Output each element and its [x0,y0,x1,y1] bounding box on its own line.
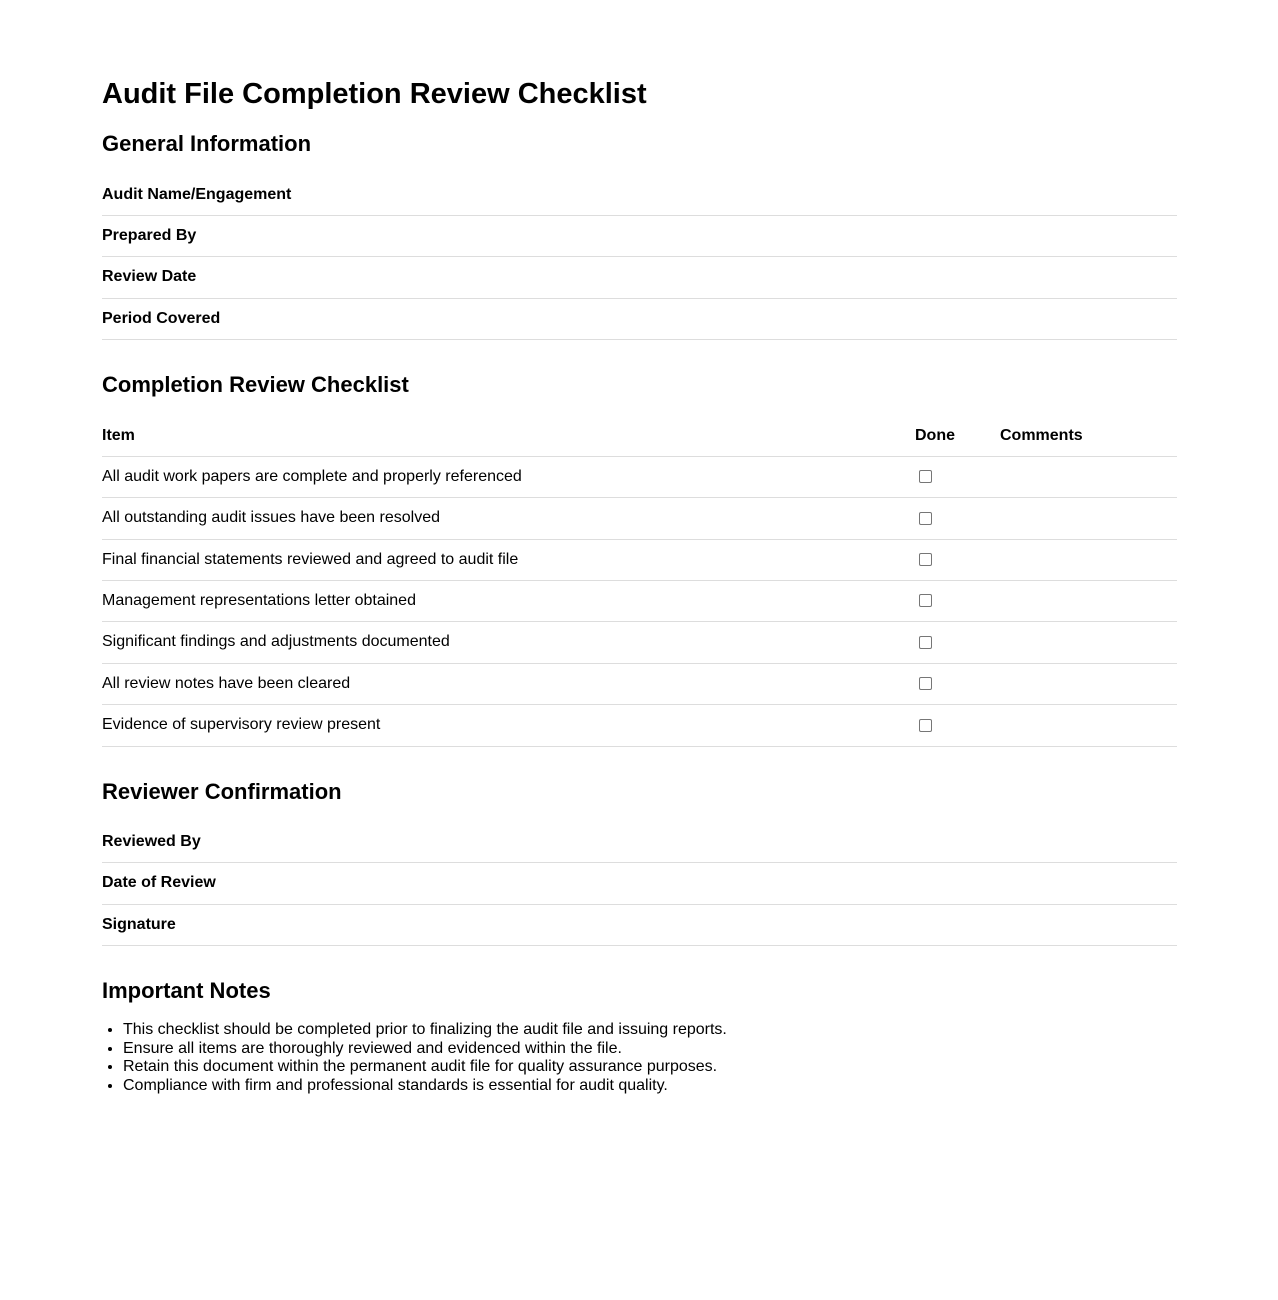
note-item: • Ensure all items are thoroughly reviewed and evidenced within the file. [123,1040,1177,1058]
comments-cell [1000,498,1177,539]
field-label-signature: Signature [102,904,532,945]
checklist-item-label: All audit work papers are complete and properly referenced [102,456,915,497]
table-row [102,539,1177,580]
general-information-table [102,175,1177,341]
done-checkbox[interactable] [919,512,932,525]
table-row [102,456,1177,497]
done-cell [915,663,1000,704]
table-row [102,904,1177,945]
field-value-reviewed-by [532,822,1177,863]
document-page [102,0,1177,1095]
checklist-item-label: All outstanding audit issues have been resolved [102,498,915,539]
table-header-row [102,416,1177,457]
checklist-item-label: Evidence of supervisory review present [102,705,915,746]
table-row [102,498,1177,539]
done-cell [915,498,1000,539]
done-checkbox[interactable] [919,470,932,483]
comments-cell [1000,456,1177,497]
comments-cell [1000,622,1177,663]
important-notes-list [102,1021,1177,1095]
field-value-period-covered [532,298,1177,339]
field-label-review-date: Review Date [102,257,532,298]
comments-cell [1000,705,1177,746]
field-value-review-date [532,257,1177,298]
checklist-item-label: All review notes have been cleared [102,663,915,704]
note-item: • This checklist should be completed prior to finalizing the audit file and issuing reports. [123,1021,1177,1039]
done-cell [915,581,1000,622]
reviewer-confirmation-table [102,822,1177,946]
done-checkbox[interactable] [919,677,932,690]
table-row [102,216,1177,257]
table-row [102,175,1177,216]
checklist-item-label: Final financial statements reviewed and agreed to audit file [102,539,915,580]
field-value-signature [532,904,1177,945]
table-row [102,705,1177,746]
comments-cell [1000,581,1177,622]
table-row [102,257,1177,298]
column-header-item: Item [102,416,915,457]
field-label-reviewed-by: Reviewed By [102,822,532,863]
done-checkbox[interactable] [919,553,932,566]
table-row [102,298,1177,339]
section-heading-important-notes: Important Notes [102,978,271,1004]
table-row [102,581,1177,622]
done-checkbox[interactable] [919,594,932,607]
field-value-date-of-review [532,863,1177,904]
field-value-audit-name [532,175,1177,216]
comments-cell [1000,663,1177,704]
done-cell [915,705,1000,746]
field-label-audit-name: Audit Name/Engagement [102,175,532,216]
table-row [102,663,1177,704]
section-heading-completion-review-checklist: Completion Review Checklist [102,372,409,398]
checklist-item-label: Significant findings and adjustments documented [102,622,915,663]
field-label-prepared-by: Prepared By [102,216,532,257]
table-row [102,622,1177,663]
table-row [102,822,1177,863]
done-checkbox[interactable] [919,719,932,732]
note-item: • Compliance with firm and professional standards is essential for audit quality. [123,1077,1177,1095]
completion-review-checklist-table [102,416,1177,747]
comments-cell [1000,539,1177,580]
note-item: • Retain this document within the permanent audit file for quality assurance purposes. [123,1058,1177,1076]
done-checkbox[interactable] [919,636,932,649]
done-cell [915,622,1000,663]
column-header-comments: Comments [1000,416,1177,457]
page-title: Audit File Completion Review Checklist [102,78,647,110]
field-label-period-covered: Period Covered [102,298,532,339]
column-header-done: Done [915,416,1000,457]
done-cell [915,539,1000,580]
table-row [102,863,1177,904]
done-cell [915,456,1000,497]
section-heading-general-information: General Information [102,131,312,157]
checklist-item-label: Management representations letter obtained [102,581,915,622]
field-value-prepared-by [532,216,1177,257]
section-heading-reviewer-confirmation: Reviewer Confirmation [102,778,342,804]
field-label-date-of-review: Date of Review [102,863,532,904]
